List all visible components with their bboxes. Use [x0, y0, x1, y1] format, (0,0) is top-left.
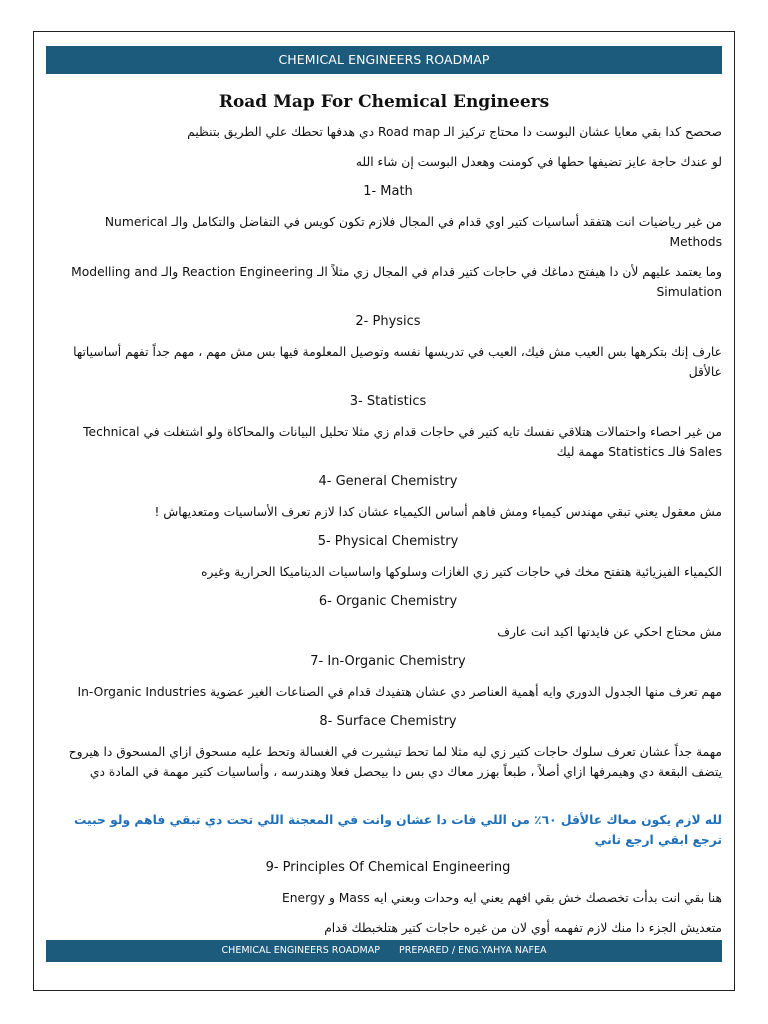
section-paragraph: متعديش الجزء دا منك لازم تفهمه أوي لان من غيره حاجات كتير هتلخبطك قدام — [324, 921, 722, 935]
document-body — [54, 122, 722, 948]
section-heading: 2- Physics — [355, 314, 421, 329]
section-paragraph: مهمة جداً عشان تعرف سلوك حاجات كتير زي ليه مثلا لما تحط تيشيرت في الغسالة وتحط عليه مسحوق ازاي المسحوق دا هيروح يتضف البقعة دي وهيمرفها ازاي أصلاً ، طبعاً بهزر معاك دي بس دا بيحصل فعلا وهندرسه ، وأساسيات كتير مهمة في المادة دي — [68, 745, 722, 779]
section-heading: 4- General Chemistry — [318, 474, 458, 489]
section-paragraph: الكيمياء الفيزيائية هتفتح مخك في حاجات كتير زي الغازات وسلوكها واساسيات الديناميكا الحرارية وغيره — [201, 565, 722, 579]
header-band — [46, 46, 722, 74]
header-band-text: CHEMICAL ENGINEERS ROADMAP — [278, 52, 490, 67]
section-paragraph: هنا بقي انت بدأت تخصصك خش بقي افهم يعني ايه وحدات وبعني ايه Mass و Energy — [281, 891, 722, 905]
section-heading: 6- Organic Chemistry — [318, 594, 458, 609]
section-heading: 8- Surface Chemistry — [319, 714, 457, 729]
section-heading: 7- In-Organic Chemistry — [310, 654, 466, 669]
section-heading: 5- Physical Chemistry — [317, 534, 459, 549]
section-heading: 1- Math — [363, 184, 413, 199]
footer-right-text: PREPARED / ENG.YAHYA NAFEA — [398, 945, 547, 956]
highlight-note: لله لازم يكون معاك عالأقل ٦٠٪ من اللي فات دا عشان وانت في المعجنة اللي تحت دي تبقي فاهم ولو حبيت ترجع ابقي ارجع تاني — [73, 813, 722, 847]
section-paragraph: من غير رياضيات انت هتفقد أساسيات كتير اوي قدام في المجال فلازم تكون كويس في التفاضل والتكامل والـ Numerical Methods — [104, 215, 722, 249]
intro-paragraph: لو عندك حاجة عايز تضيفها حطها في كومنت وهعدل البوست إن شاء الله — [355, 155, 722, 169]
section-paragraph: مهم تعرف منها الجدول الدوري وايه أهمية العناصر دي عشان هتفيدك قدام في الصناعات الغير عضوية In-Organic Industries — [77, 685, 722, 699]
footer-band — [46, 940, 722, 962]
section-paragraph: وما يعتمد عليهم لأن دا هيفتح دماغك في حاجات كتير قدام في المجال زي مثلاً الـ Reaction Engineering والـ Modelling and Simulation — [71, 265, 722, 299]
intro-paragraph: صحصح كدا بقي معايا عشان البوست دا محتاج تركيز الـ Road map دي هدفها تحطك علي الطريق بتنظيم — [187, 125, 722, 139]
section-heading: 3- Statistics — [349, 394, 427, 409]
document-title: Road Map For Chemical Engineers — [218, 92, 550, 112]
section-paragraph: مش محتاج احكي عن فايدتها اكيد انت عارف — [497, 625, 722, 639]
section-heading: 9- Principles Of Chemical Engineering — [265, 860, 511, 875]
footer-left-text: CHEMICAL ENGINEERS ROADMAP — [221, 945, 380, 956]
section-paragraph: عارف إنك بتكرهها بس العيب مش فيك، العيب في تدريسها نفسه وتوصيل المعلومة فيها بس مش مهم ، مهم جداً تفهم أساسياتها عالأقل — [73, 345, 722, 379]
section-paragraph: من غير احصاء واحتمالات هتلاقي نفسك تايه كتير في حاجات قدام زي مثلا تحليل البيانات والمحاكاة ولو اشتغلت في Technical Sales فالـ Statistics مهمة ليك — [83, 425, 722, 459]
section-paragraph: مش معقول يعني تبقي مهندس كيمياء ومش فاهم أساس الكيمياء عشان كدا لازم تعرف الأساسيات ومتعديهاش ! — [154, 505, 722, 519]
